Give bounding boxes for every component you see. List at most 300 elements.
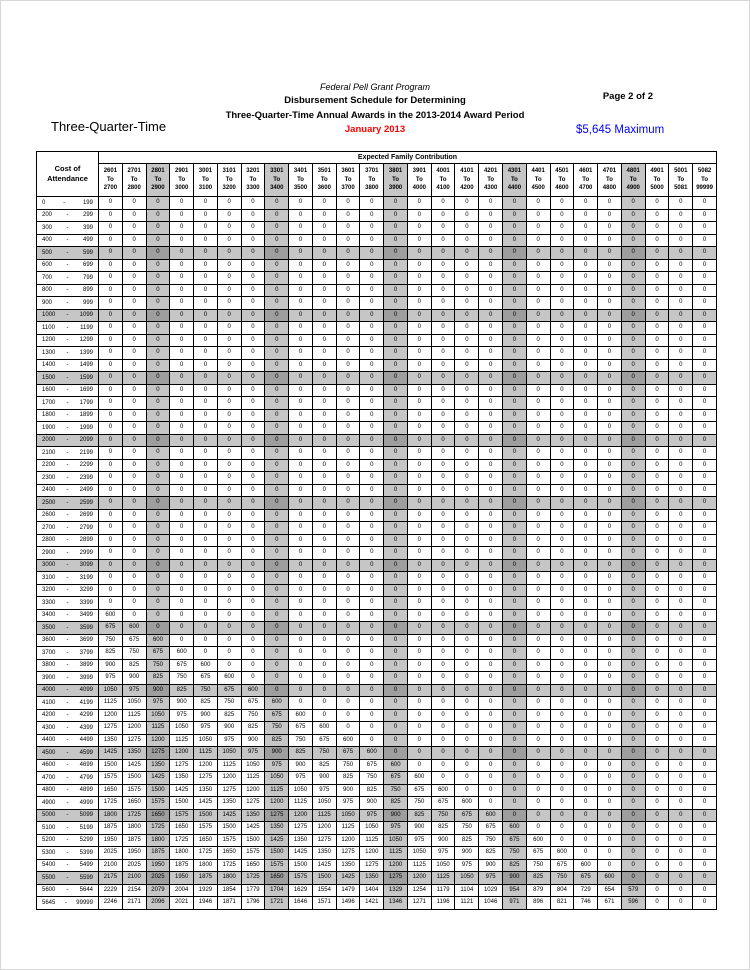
award-amount-cell: 0 [645,834,669,847]
coa-to: 5644 [79,887,93,894]
award-amount-cell: 0 [574,572,598,585]
award-amount-cell: 0 [693,309,717,322]
award-amount-cell: 0 [455,297,479,310]
award-amount-cell: 900 [99,659,123,672]
award-amount-cell: 0 [621,284,645,297]
award-amount-cell: 0 [598,672,622,685]
coa-from: 5400 [42,862,56,869]
award-amount-cell: 0 [407,297,431,310]
award-amount-cell: 1125 [146,722,170,735]
award-amount-cell: 0 [574,522,598,535]
award-amount-cell: 0 [312,572,336,585]
coa-to: 2099 [79,437,93,444]
award-amount-cell: 0 [598,397,622,410]
coa-row [37,422,717,435]
award-amount-cell: 0 [407,759,431,772]
award-amount-cell: 0 [194,272,218,285]
award-amount-cell: 0 [431,522,455,535]
award-amount-cell: 0 [574,734,598,747]
award-amount-cell: 0 [336,522,360,535]
coa-dash: - [66,724,69,731]
coa-from: 2200 [42,462,56,469]
coa-row [37,234,717,247]
award-amount-cell: 0 [503,209,527,222]
award-amount-cell: 0 [431,484,455,497]
coa-row [37,484,717,497]
award-amount-cell: 0 [122,509,146,522]
award-amount-cell: 0 [669,259,693,272]
coa-range-cell [37,559,99,572]
award-amount-cell: 675 [526,847,550,860]
award-amount-cell: 0 [574,384,598,397]
award-amount-cell: 0 [360,509,384,522]
award-amount-cell: 0 [312,397,336,410]
award-amount-cell: 1950 [122,847,146,860]
award-amount-cell: 0 [99,534,123,547]
award-amount-cell: 0 [289,259,313,272]
award-amount-cell: 675 [241,697,265,710]
award-amount-cell: 0 [574,484,598,497]
coa-row [37,472,717,485]
award-amount-cell: 1800 [170,847,194,860]
award-amount-cell: 0 [574,397,598,410]
award-amount-cell: 1275 [241,797,265,810]
award-amount-cell: 750 [289,734,313,747]
coa-from: 3600 [42,637,56,644]
award-amount-cell: 0 [312,534,336,547]
award-amount-cell: 0 [574,222,598,235]
award-amount-cell: 0 [693,434,717,447]
award-amount-cell: 0 [574,697,598,710]
award-amount-cell: 0 [669,459,693,472]
coa-row [37,459,717,472]
award-amount-cell: 0 [265,259,289,272]
award-amount-cell: 0 [384,509,408,522]
coa-to: 1399 [79,349,93,356]
award-amount-cell: 0 [621,334,645,347]
award-amount-cell: 0 [621,734,645,747]
award-amount-cell: 0 [669,247,693,260]
award-amount-cell: 0 [289,272,313,285]
award-amount-cell: 600 [265,697,289,710]
award-amount-cell: 971 [503,897,527,910]
award-amount-cell: 0 [479,772,503,785]
award-amount-cell: 0 [503,609,527,622]
coa-from: 4900 [42,799,56,806]
award-amount-cell: 1121 [455,897,479,910]
award-amount-cell: 0 [598,572,622,585]
award-amount-cell: 0 [289,559,313,572]
coa-range-cell [37,584,99,597]
award-amount-cell: 1875 [99,822,123,835]
award-amount-cell: 0 [384,422,408,435]
award-amount-cell: 1350 [170,772,194,785]
coa-to: 399 [82,224,93,231]
award-amount-cell: 0 [312,322,336,335]
award-amount-cell: 0 [669,772,693,785]
coa-range-cell [37,359,99,372]
award-amount-cell: 0 [146,372,170,385]
award-amount-cell: 0 [146,472,170,485]
award-amount-cell: 0 [170,259,194,272]
coa-to: 5599 [79,874,93,881]
award-amount-cell: 0 [312,372,336,385]
award-amount-cell: 0 [312,247,336,260]
award-amount-cell: 1425 [99,747,123,760]
award-amount-cell: 0 [312,197,336,210]
award-amount-cell: 0 [146,297,170,310]
award-amount-cell: 1350 [265,822,289,835]
coa-dash: - [66,737,69,744]
award-amount-cell: 1050 [384,834,408,847]
coa-to: 199 [82,199,93,206]
award-amount-cell: 0 [431,759,455,772]
coa-dash: - [66,574,69,581]
award-amount-cell: 0 [455,334,479,347]
award-amount-cell: 0 [479,297,503,310]
award-amount-cell: 675 [431,797,455,810]
award-amount-cell: 0 [479,434,503,447]
award-amount-cell: 0 [407,634,431,647]
award-amount-cell: 0 [479,384,503,397]
award-amount-cell: 0 [645,359,669,372]
efc-column-header: 3701 To 3800 [360,164,384,197]
table-head [37,152,717,197]
award-amount-cell: 0 [360,534,384,547]
award-amount-cell: 0 [312,472,336,485]
efc-column-header: 4001 To 4100 [431,164,455,197]
award-amount-cell: 0 [431,384,455,397]
award-amount-cell: 900 [384,809,408,822]
coa-to: 5299 [79,837,93,844]
award-amount-cell: 0 [265,297,289,310]
award-amount-cell: 0 [693,534,717,547]
award-amount-cell: 0 [384,572,408,585]
award-amount-cell: 0 [526,759,550,772]
coa-from: 800 [42,287,53,294]
award-amount-cell: 0 [598,534,622,547]
coa-row [37,897,717,910]
award-amount-cell: 0 [407,609,431,622]
award-amount-cell: 0 [574,259,598,272]
award-amount-cell: 0 [693,447,717,460]
award-amount-cell: 1125 [360,834,384,847]
award-amount-cell: 0 [598,509,622,522]
award-amount-cell: 0 [598,272,622,285]
coa-to: 2199 [79,449,93,456]
award-amount-cell: 0 [598,409,622,422]
award-amount-cell: 0 [289,434,313,447]
award-amount-cell: 675 [217,684,241,697]
award-amount-cell: 900 [289,759,313,772]
award-amount-cell: 0 [693,747,717,760]
award-amount-cell: 0 [431,647,455,660]
award-amount-cell: 0 [479,759,503,772]
award-amount-cell: 0 [99,572,123,585]
award-amount-cell: 0 [407,259,431,272]
coa-row [37,534,717,547]
award-amount-cell: 0 [669,222,693,235]
award-amount-cell: 0 [503,222,527,235]
coa-from: 2000 [42,437,56,444]
award-amount-cell: 0 [693,322,717,335]
award-amount-cell: 1725 [194,847,218,860]
award-amount-cell: 0 [360,272,384,285]
award-amount-cell: 0 [241,322,265,335]
award-amount-cell: 0 [503,247,527,260]
award-amount-cell: 0 [170,447,194,460]
award-amount-cell: 0 [336,197,360,210]
award-amount-cell: 825 [526,872,550,885]
award-amount-cell: 0 [384,559,408,572]
award-amount-cell: 0 [574,747,598,760]
award-amount-cell: 0 [693,297,717,310]
award-amount-cell: 0 [217,509,241,522]
award-amount-cell: 0 [621,672,645,685]
award-amount-cell: 0 [526,234,550,247]
award-amount-cell: 0 [431,447,455,460]
award-amount-cell: 0 [574,797,598,810]
award-amount-cell: 0 [645,334,669,347]
award-amount-cell: 0 [194,409,218,422]
award-amount-cell: 1950 [170,872,194,885]
award-amount-cell: 0 [241,672,265,685]
award-amount-cell: 900 [122,672,146,685]
award-amount-cell: 0 [526,322,550,335]
award-amount-cell: 0 [289,359,313,372]
award-amount-cell: 0 [669,859,693,872]
award-amount-cell: 0 [384,309,408,322]
award-amount-cell: 0 [550,684,574,697]
award-amount-cell: 0 [479,259,503,272]
award-amount-cell: 0 [384,272,408,285]
award-amount-cell: 0 [503,597,527,610]
coa-range-cell [37,834,99,847]
coa-row [37,722,717,735]
award-amount-cell: 0 [336,272,360,285]
award-amount-cell: 0 [407,697,431,710]
award-amount-cell: 0 [621,759,645,772]
award-amount-cell: 0 [146,334,170,347]
coa-range-cell [37,472,99,485]
coa-range-cell [37,684,99,697]
award-amount-cell: 0 [170,472,194,485]
award-amount-cell: 0 [122,222,146,235]
award-amount-cell: 1575 [194,822,218,835]
award-amount-cell: 0 [265,347,289,360]
award-amount-cell: 0 [669,559,693,572]
award-amount-cell: 0 [241,447,265,460]
coa-row [37,572,717,585]
award-amount-cell: 675 [336,747,360,760]
award-amount-cell: 0 [693,647,717,660]
award-amount-cell: 0 [289,659,313,672]
award-amount-cell: 0 [598,722,622,735]
award-amount-cell: 0 [336,259,360,272]
award-amount-cell: 0 [526,797,550,810]
award-amount-cell: 0 [574,447,598,460]
award-amount-cell: 1725 [122,809,146,822]
award-amount-cell: 0 [526,534,550,547]
award-amount-cell: 0 [503,409,527,422]
award-amount-cell: 0 [336,297,360,310]
award-amount-cell: 0 [360,309,384,322]
award-amount-cell: 0 [384,622,408,635]
award-amount-cell: 0 [336,409,360,422]
coa-range-cell [37,772,99,785]
award-amount-cell: 0 [336,359,360,372]
award-amount-cell: 879 [526,884,550,897]
award-amount-cell: 0 [621,259,645,272]
award-amount-cell: 0 [217,272,241,285]
award-amount-cell: 0 [431,597,455,610]
coa-to: 1299 [79,337,93,344]
award-amount-cell: 0 [645,872,669,885]
award-amount-cell: 0 [526,459,550,472]
award-amount-cell: 0 [122,559,146,572]
award-amount-cell: 0 [241,484,265,497]
award-amount-cell: 1200 [217,772,241,785]
award-amount-cell: 0 [194,447,218,460]
award-amount-cell: 0 [99,309,123,322]
award-amount-cell: 0 [526,572,550,585]
award-amount-cell: 0 [146,284,170,297]
award-amount-cell: 900 [217,722,241,735]
award-amount-cell: 0 [693,359,717,372]
coa-row [37,272,717,285]
award-amount-cell: 0 [407,647,431,660]
award-amount-cell: 0 [170,247,194,260]
award-amount-cell: 0 [526,272,550,285]
award-amount-cell: 0 [598,359,622,372]
award-amount-cell: 0 [598,247,622,260]
coa-row [37,297,717,310]
award-amount-cell: 0 [479,197,503,210]
award-amount-cell: 0 [336,309,360,322]
award-amount-cell: 1796 [241,897,265,910]
award-amount-cell: 0 [99,347,123,360]
coa-range-cell [37,759,99,772]
award-amount-cell: 0 [289,372,313,385]
coa-row [37,284,717,297]
coa-to: 3299 [79,587,93,594]
award-amount-cell: 0 [693,797,717,810]
award-amount-cell: 0 [407,572,431,585]
efc-column-header: 3401 To 3500 [289,164,313,197]
coa-to: 2299 [79,462,93,469]
coa-row [37,209,717,222]
coa-row [37,409,717,422]
award-amount-cell: 0 [146,247,170,260]
award-amount-cell: 600 [407,772,431,785]
coa-from: 3400 [42,612,56,619]
award-amount-cell: 0 [598,784,622,797]
award-amount-cell: 0 [241,497,265,510]
award-amount-cell: 0 [479,734,503,747]
award-amount-cell: 0 [621,497,645,510]
award-amount-cell: 0 [241,434,265,447]
award-amount-cell: 0 [194,372,218,385]
award-amount-cell: 0 [265,659,289,672]
award-amount-cell: 0 [503,497,527,510]
award-amount-cell: 0 [431,259,455,272]
award-amount-cell: 0 [645,247,669,260]
award-amount-cell: 900 [170,697,194,710]
award-amount-cell: 0 [265,572,289,585]
award-amount-cell: 0 [455,247,479,260]
award-amount-cell: 0 [194,259,218,272]
coa-dash: - [66,824,69,831]
award-amount-cell: 675 [146,647,170,660]
award-amount-cell: 1725 [99,797,123,810]
award-amount-cell: 0 [645,634,669,647]
coa-from: 200 [42,212,53,219]
award-amount-cell: 0 [265,209,289,222]
award-amount-cell: 0 [526,484,550,497]
coa-dash: - [66,624,69,631]
award-amount-cell: 0 [146,584,170,597]
award-amount-cell: 0 [360,297,384,310]
award-amount-cell: 0 [479,447,503,460]
award-amount-cell: 900 [479,859,503,872]
award-amount-cell: 0 [289,497,313,510]
award-amount-cell: 0 [645,434,669,447]
award-amount-cell: 1125 [384,847,408,860]
award-amount-cell: 0 [645,734,669,747]
award-amount-cell: 0 [598,347,622,360]
coa-from: 2100 [42,449,56,456]
award-amount-cell: 0 [122,322,146,335]
coa-from: 5645 [42,899,56,906]
award-amount-cell: 0 [122,584,146,597]
award-amount-cell: 0 [526,447,550,460]
award-amount-cell: 0 [265,584,289,597]
coa-range-cell [37,297,99,310]
award-amount-cell: 675 [407,784,431,797]
award-amount-cell: 0 [669,759,693,772]
award-amount-cell: 1571 [312,897,336,910]
schedule-date: January 2013 [344,124,406,135]
coa-range-cell [37,497,99,510]
award-amount-cell: 0 [479,784,503,797]
award-amount-cell: 0 [336,434,360,447]
award-amount-cell: 0 [289,572,313,585]
award-amount-cell: 1650 [170,822,194,835]
award-amount-cell: 0 [550,647,574,660]
coa-to: 4299 [79,712,93,719]
award-amount-cell: 0 [550,334,574,347]
award-amount-cell: 0 [384,259,408,272]
award-amount-cell: 1050 [122,697,146,710]
award-amount-cell: 0 [669,609,693,622]
coa-to: 2999 [79,549,93,556]
award-amount-cell: 0 [645,397,669,410]
coa-row [37,497,717,510]
award-amount-cell: 0 [99,434,123,447]
award-amount-cell: 1575 [122,784,146,797]
award-amount-cell: 750 [170,672,194,685]
award-amount-cell: 0 [574,834,598,847]
award-amount-cell: 0 [217,209,241,222]
award-amount-cell: 0 [693,859,717,872]
award-amount-cell: 0 [645,797,669,810]
coa-range-cell [37,397,99,410]
award-amount-cell: 0 [360,584,384,597]
award-amount-cell: 0 [99,459,123,472]
schedule-subtitle-1: Disbursement Schedule for Determining [284,95,466,106]
award-amount-cell: 0 [312,547,336,560]
award-amount-cell: 0 [598,259,622,272]
